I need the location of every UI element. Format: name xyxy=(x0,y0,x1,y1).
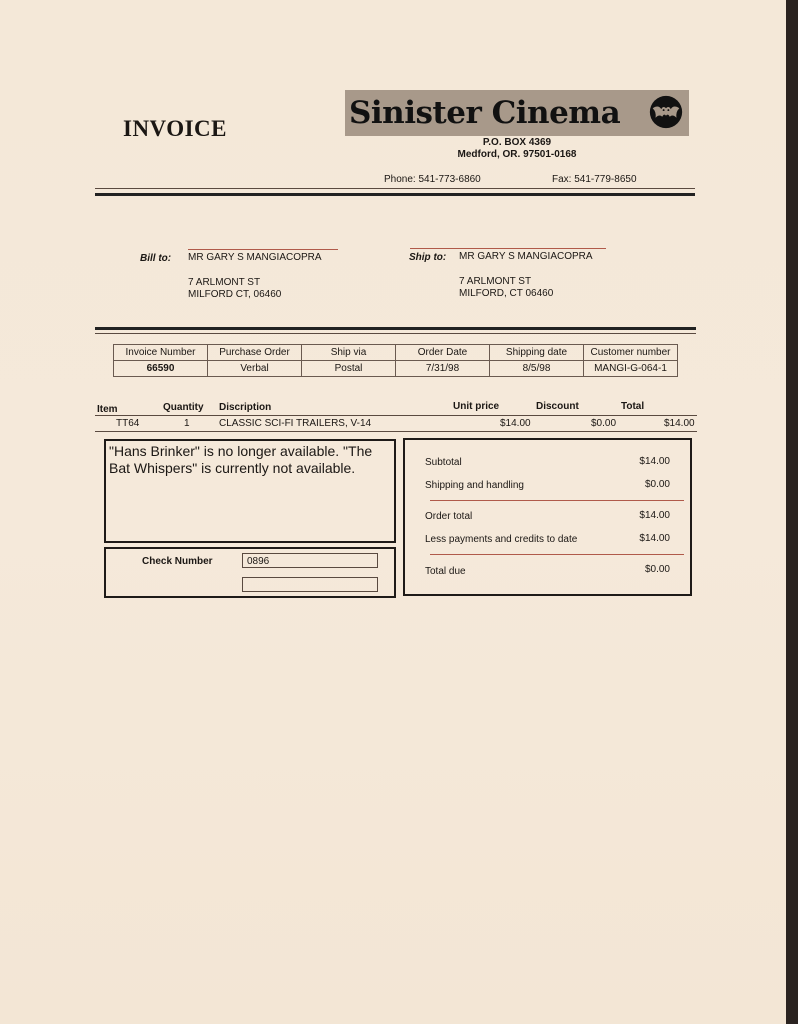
totals-rule-1 xyxy=(430,500,684,501)
item-total: $14.00 xyxy=(664,418,695,429)
bill-to-street: 7 ARLMONT ST xyxy=(188,277,261,288)
header-invoice-number: Invoice Number xyxy=(114,345,208,361)
address-line2: Medford, OR. 97501-0168 xyxy=(457,149,577,160)
order-info-header-row xyxy=(114,345,678,361)
note-box xyxy=(104,439,396,543)
ship-to-rule xyxy=(410,248,606,249)
ship-to-label: Ship to: xyxy=(409,252,447,263)
bill-to-city: MILFORD CT, 06460 xyxy=(188,289,282,300)
address-line1: P.O. BOX 4369 xyxy=(482,137,552,148)
order-total-value: $14.00 xyxy=(639,510,670,521)
order-date: 7/31/98 xyxy=(396,361,490,377)
order-total-label: Order total xyxy=(425,511,473,522)
col-unit-price: Unit price xyxy=(453,401,500,412)
item-quantity: 1 xyxy=(184,418,190,429)
items-header-rule xyxy=(95,415,697,416)
col-quantity: Quantity xyxy=(163,402,204,413)
middle-thin-rule xyxy=(95,333,696,334)
header-thick-rule xyxy=(95,193,695,196)
payments-label: Less payments and credits to date xyxy=(425,534,578,545)
invoice-title: INVOICE xyxy=(123,116,228,141)
item-code: TT64 xyxy=(116,418,140,429)
total-due-label: Total due xyxy=(425,566,466,577)
item-discount: $0.00 xyxy=(591,418,617,429)
check-number-field[interactable]: 0896 xyxy=(242,553,378,568)
check-number-field-2[interactable] xyxy=(242,577,378,592)
order-info-table xyxy=(113,344,678,377)
shipping-date: 8/5/98 xyxy=(490,361,584,377)
invoice-number: 66590 xyxy=(114,361,208,377)
header-thin-rule xyxy=(95,188,695,189)
col-item: Item xyxy=(97,404,118,415)
bill-to-rule xyxy=(188,249,338,250)
shipping-value: $0.00 xyxy=(644,479,670,490)
item-description: CLASSIC SCI-FI TRAILERS, V-14 xyxy=(219,418,372,429)
header-shipping-date: Shipping date xyxy=(490,345,584,361)
middle-thick-rule xyxy=(95,327,696,330)
company-name: Sinister Cinema xyxy=(349,95,621,131)
fax-number: Fax: 541-779-8650 xyxy=(552,174,637,185)
subtotal-value: $14.00 xyxy=(639,456,670,467)
header-customer-number: Customer number xyxy=(584,345,678,361)
phone-number: Phone: 541-773-6860 xyxy=(384,174,481,185)
purchase-order: Verbal xyxy=(208,361,302,377)
col-total: Total xyxy=(621,401,645,412)
item-unit-price: $14.00 xyxy=(500,418,531,429)
check-box xyxy=(104,547,396,598)
header-order-date: Order Date xyxy=(396,345,490,361)
ship-to-city: MILFORD, CT 06460 xyxy=(459,288,554,299)
total-due-value: $0.00 xyxy=(644,564,670,575)
subtotal-label: Subtotal xyxy=(425,457,462,468)
items-row-rule xyxy=(95,431,697,432)
totals-rule-2 xyxy=(430,554,684,555)
ship-to-name: MR GARY S MANGIACOPRA xyxy=(459,251,593,262)
check-number-label: Check Number xyxy=(142,556,213,567)
bill-to-name: MR GARY S MANGIACOPRA xyxy=(188,252,322,263)
bat-icon xyxy=(647,93,685,131)
customer-number: MANGI-G-064-1 xyxy=(584,361,678,377)
header-purchase-order: Purchase Order xyxy=(208,345,302,361)
shipping-label: Shipping and handling xyxy=(425,480,524,491)
company-logo xyxy=(345,90,689,136)
bill-to-label: Bill to: xyxy=(140,253,172,264)
col-description: Discription xyxy=(219,402,272,413)
payments-value: $14.00 xyxy=(639,533,670,544)
col-discount: Discount xyxy=(536,401,579,412)
order-info-value-row xyxy=(114,361,678,377)
header-ship-via: Ship via xyxy=(302,345,396,361)
availability-note: "Hans Brinker" is no longer available. "The Bat Whispers" is currently not available. xyxy=(109,443,373,476)
ship-to-street: 7 ARLMONT ST xyxy=(459,276,532,287)
ship-via: Postal xyxy=(302,361,396,377)
